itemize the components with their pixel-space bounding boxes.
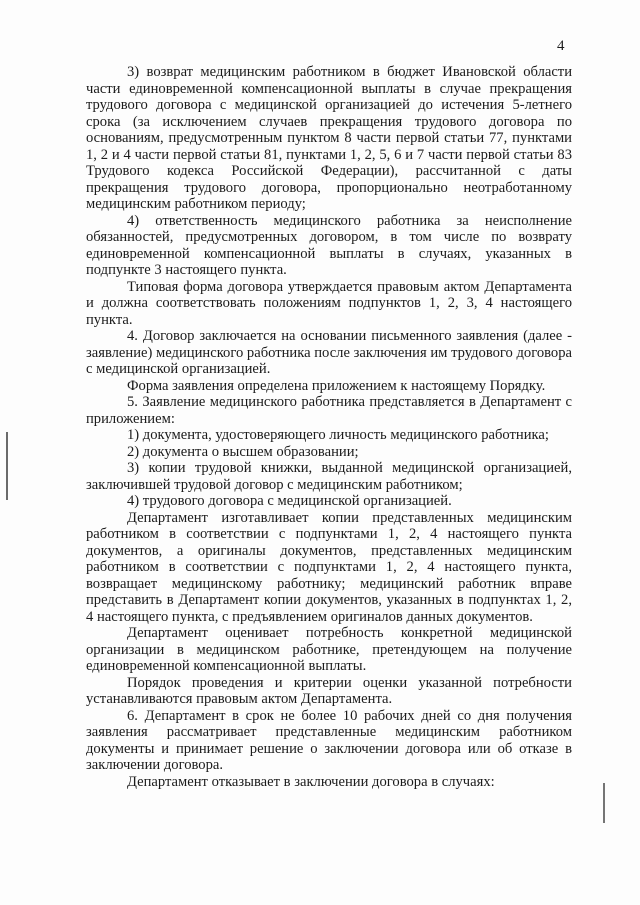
list-item-diploma: 2) документа о высшем образовании; — [127, 443, 359, 460]
paragraph-contract-form: Типовая форма договора утверждается правовым актом Департамента и должна соответствовать положениям подпунктов 1, 2, 3, 4 настоящего пункта. — [86, 278, 572, 328]
paragraph-item-6: 6. Департамент в срок не более 10 рабочих дней со дня получения заявления рассматривает представленные медицинским работником документы и принимает решение о заключении договора или об отказе в заключении договора. — [86, 707, 572, 773]
list-item-employment-contract: 4) трудового договора с медицинской организацией. — [127, 493, 452, 509]
paragraph-document-copies: Департамент изготавливает копии представленных медицинским работником в соответствии с подпунктами 1, 2, 4 настоящего пункта документов, а оригиналы документов, представленных медицинским работником в соответствии с подпунктами 1, 2, 4 настоящего пункта, возвращает медицинскому работнику; медицинский работник вправе представить в Департамент копии документов, указанных в подпунктах 1, 2, 4 настоящего пункта, с предъявлением оригиналов данных документов. — [86, 509, 572, 625]
paragraph-refusal-cases: Департамент отказывает в заключении договора в случаях: — [127, 773, 495, 790]
list-item-employment-record: 3) копии трудовой книжки, выданной медицинской организацией, заключившей трудовой договор с медицинским работником; — [86, 460, 572, 493]
page-number: 4 — [557, 38, 565, 54]
paragraph-subitem-3: 3) возврат медицинским работником в бюджет Ивановской области части единовременной компенсационной выплаты в случае прекращения трудового договора с медицинской организацией до истечения 5-летнего срока (за исключением случаев прекращения трудового договора по основаниям, предусмотренным пунктом 8 части первой статьи 77, пунктами 1, 2 и 4 части первой статьи 81, пунктами 1, 2, 5, 6 и 7 части первой статьи 83 Трудового кодекса Российской Федерации), рассчитанной с даты прекращения трудового договора, пропорционально неотработанному медицинским работником периоду; — [86, 64, 572, 212]
paragraph-item-4: 4. Договор заключается на основании письменного заявления (далее - заявление) медицинского работника после заключения им трудового договора с медицинской организацией. — [86, 328, 572, 377]
list-item-identity-document: 1) документа, удостоверяющего личность медицинского работника; — [127, 427, 549, 443]
paragraph-assessment-criteria: Порядок проведения и критерии оценки указанной потребности устанавливаются правовым актом Департамента. — [86, 674, 572, 707]
paragraph-application-form: Форма заявления определена приложением к настоящему Порядку. — [127, 377, 546, 394]
scan-artifact-line — [6, 432, 8, 500]
paragraph-subitem-4: 4) ответственность медицинского работника за неисполнение обязанностей, предусмотренных договором, в том числе по возврату единовременной компенсационной выплаты в случаях, указанных в подпункте 3 настоящего пункта. — [86, 212, 572, 278]
paragraph-need-assessment: Департамент оценивает потребность конкретной медицинской организации в медицинском работнике, претендующем на получение единовременной компенсационной выплаты. — [86, 625, 572, 674]
document-body — [86, 64, 572, 790]
paragraph-item-5: 5. Заявление медицинского работника представляется в Департамент с приложением: — [86, 394, 572, 427]
scan-artifact-line — [603, 783, 605, 823]
